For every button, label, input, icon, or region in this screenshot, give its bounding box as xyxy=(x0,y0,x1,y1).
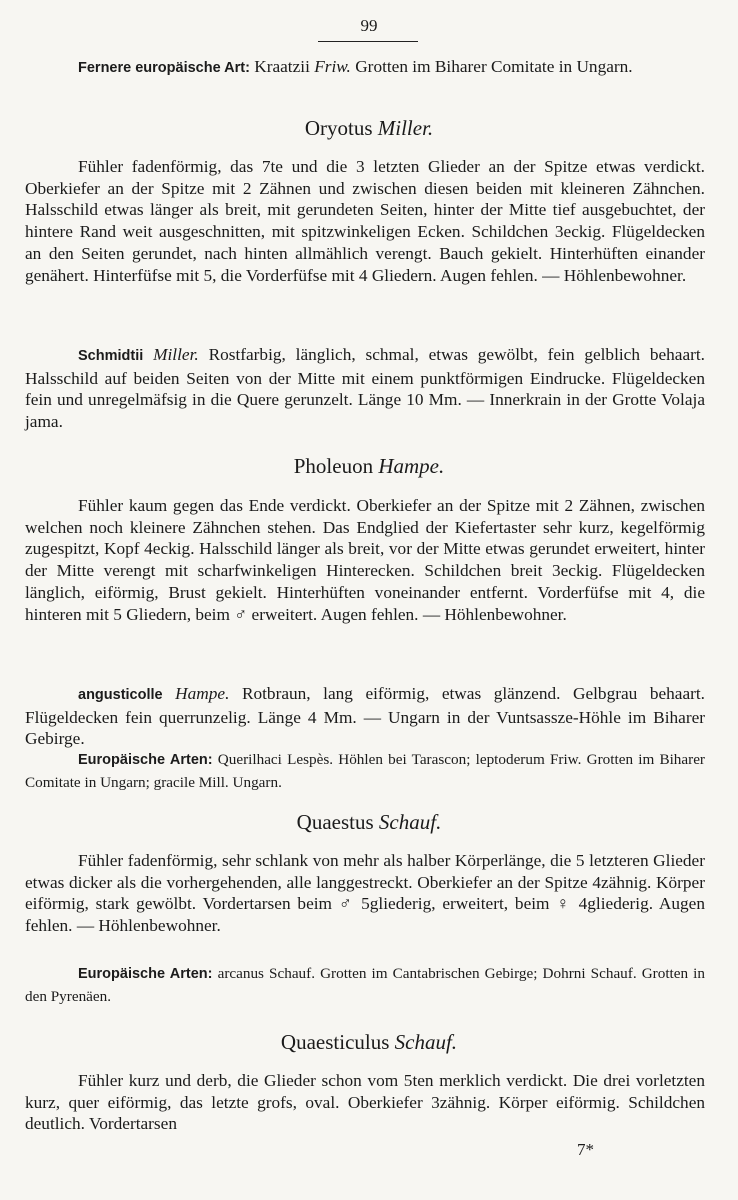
genus-heading-oryotus: Oryotus Miller. xyxy=(304,116,434,140)
oryotus-species: Schmidtii Miller. Rostfarbig, länglich, schmal, etwas gewölbt, fein gelblich behaart. Halsschild auf beiden Seiten von der Mitte mit einem punktförmigen Eindrucke. Flügeldecken fein und unregelmäfsig in die Quere gerunzelt. Länge 10 Mm. — Innerkrain in der Grotte Volaja jama. xyxy=(25,345,705,432)
genus-heading-quaesticulus: Quaesticulus Schauf. xyxy=(280,1030,458,1054)
pholeuon-species: angusticolle Hampe. Rotbraun, lang eiförmig, etwas glänzend. Gelbgrau behaart. Flügeldecken fein querrunzelig. Länge 4 Mm. — Ungarn in der Vuntsassze-Höhle im Biharer Gebirge. xyxy=(25,684,705,749)
oryotus-description: Fühler fadenförmig, das 7te und die 3 letzten Glieder an der Spitze etwas verdickt. Oberkiefer an der Spitze mit 2 Zähnen und zwischen diesen beiden mit kleineren Zähnchen. Halsschild etwas länger als breit, mit gerundeten Seiten, hinter der Mitte tief ausgebuchtet, der hintere Rand weit ausgeschnitten, mit spitzwinkeligen Ecken. Schildchen 3eckig. Flügeldecken an den Seiten gerundet, nach hinten allmählich verengt. Bauch gekielt. Hinterhüften einander genähert. Hinterfüfse mit 5, die Vorderfüfse mit 4 Gliedern. Augen fehlen. — Höhlenbewohner. xyxy=(25,157,705,285)
intro-author: Friw. xyxy=(314,57,351,76)
quaestus-description: Fühler fadenförmig, sehr schlank von mehr als halber Körperlänge, die 5 letzteren Glieder etwas dicker als die vorhergehenden, alle langgestreckt. Oberkiefer an der Spitze 4zähnig. Körper eiförmig, stark gewölbt. Vordertarsen beim ♂ 5gliederig, erweitert, beim ♀ 4gliederig. Augen fehlen. — Höhlenbewohner. xyxy=(25,851,705,936)
page-number: 99 xyxy=(360,16,378,35)
pholeuon-other-species: Europäische Arten: Querilhaci Lespès. Höhlen bei Tarascon; leptoderum Friw. Grotten im Biharer Comitate in Ungarn; gracile Mill. Ungarn. xyxy=(25,751,705,791)
intro-label: Fernere europäische Art: xyxy=(78,60,250,76)
intro-paragraph xyxy=(25,56,705,80)
signature-mark: 7* xyxy=(577,1140,594,1159)
quaestus-other-species: Europäische Arten: arcanus Schauf. Grotten im Cantabrischen Gebirge; Dohrni Schauf. Grotten in den Pyrenäen. xyxy=(25,965,705,1005)
genus-heading-quaestus: Quaestus Schauf. xyxy=(296,810,442,834)
pholeuon-description: Fühler kaum gegen das Ende verdickt. Oberkiefer an der Spitze mit 2 Zähnen, zwischen welchen noch kleinere Zähnchen stehen. Das Endglied der Kiefertaster sehr kurz, kegelförmig zugespitzt, Kopf 4eckig. Halsschild länger als breit, vor der Mitte etwas gerundet erweitert, hinter der Mitte verengt mit scharfwinkeligen Hinterecken. Schildchen breit 3eckig. Flügeldecken länglich, eiförmig, Brust gekielt. Hinterhüften voneinander entfernt. Vorderfüfse mit 4, die hinteren mit 5 Gliedern, beim ♂ erweitert. Augen fehlen. — Höhlenbewohner. xyxy=(25,496,705,624)
quaesticulus-description: Fühler kurz und derb, die Glieder schon vom 5ten merklich verdickt. Die drei vorletzten kurz, quer eiförmig, das letzte grofs, oval. Oberkiefer 3zähnig. Körper eiförmig. Schildchen deutlich. Vordertarsen xyxy=(25,1071,705,1134)
intro-species: Kraatzii xyxy=(254,57,310,76)
intro-tail: Grotten im Biharer Comitate in Ungarn. xyxy=(355,57,633,76)
header-rule xyxy=(318,41,418,42)
genus-heading-pholeuon: Pholeuon Hampe. xyxy=(293,454,445,478)
